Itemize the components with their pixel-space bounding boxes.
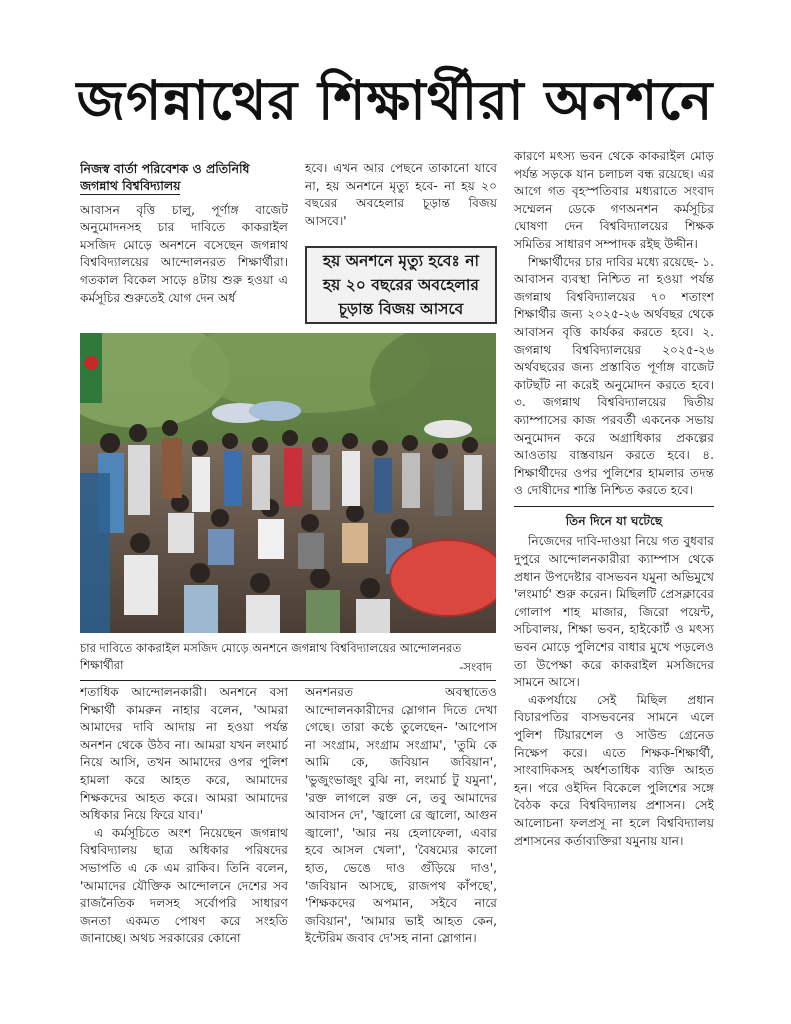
photo-caption <box>80 640 496 676</box>
col3-paragraph-1: কারণে মৎস্য ভবন থেকে কাকরাইল মোড় পর্যন্ত সড়কে যান চলাচল বন্ধ রয়েছে। এর আগে গত বৃহস্পতিবার মধ্যরাতে সংবাদ সম্মেলন ডেকে গণঅনশন কর্মসূচির ঘোষণা দেন বিশ্ববিদ্যালয়ের শিক্ষক সমিতির সাধারণ সম্পাদক রইছ উদ্দীন। <box>514 149 714 251</box>
col3-paragraph-2: শিক্ষার্থীদের চার দাবির মধ্যে রয়েছে- ১. আবাসন ব্যবস্থা নিশ্চিত না হওয়া পর্যন্ত জগন্নাথ বিশ্ববিদ্যালয়ের ৭০ শতাংশ শিক্ষার্থীর জন্য ২০২৫-২৬ অর্থবছর থেকে আবাসন বৃত্তি কার্যকর করতে হবে। ২. জগন্নাথ বিশ্ববিদ্যালয়ের ২০২৫-২৬ অর্থবছরের জন্য প্রস্তাবিত পূর্ণাঙ্গ বাজেট কাটছাঁট না করেই অনুমোদন করতে হবে। ৩. জগন্নাথ বিশ্ববিদ্যালয়ের দ্বিতীয় ক্যাম্পাসের কাজ পরবর্তী একনেক সভায় অনুমোদন করে অগ্রাধিকার প্রকল্পের আওতায় বাস্তবায়ন করতে হবে। ৪. শিক্ষার্থীদের ওপর পুলিশের হামলার তদন্ত ও দোষীদের শাস্তি নিশ্চিত করতে হবে। <box>514 254 714 498</box>
byline <box>80 160 288 202</box>
byline-line-2: জগন্নাথ বিশ্ববিদ্যালয় <box>80 178 181 193</box>
photo-credit: -সংবাদ <box>459 660 492 674</box>
intro-paragraph: আবাসন বৃত্তি চালু, পূর্ণাঙ্গ বাজেট অনুমোদনসহ চার দাবিতে কাকরাইল মসজিদ মোড়ে অনশনে বসেছেন জগন্নাথ বিশ্ববিদ্যালয়ের আন্দোলনরত শিক্ষার্থীরা। গতকাল বিকেল সাড়ে ৪টায় শুরু হওয়া এ কর্মসূচির শুরুতেই যোগ দেন অর্ধ <box>80 202 288 305</box>
section-subhead: তিন দিনে যা ঘটেছে <box>565 513 663 528</box>
col1-paragraph-1: শতাধিক আন্দোলনকারী। অনশনে বসা শিক্ষার্থী কামরুন নাহার বলেন, 'আমরা আমাদের দাবি আদায় না হওয়া পর্যন্ত অনশন থেকে উঠব না। আমরা যখন লংমার্চ নিয়ে আসি, তখন আমাদের ওপর পুলিশ হামলা করে আহত করে, আমাদের শিক্ষকদের আহত করে। আমরা আমাদের অধিকার নিয়ে ফিরে যাব।' <box>80 685 288 823</box>
caption-text: চার দাবিতে কাকরাইল মসজিদ মোড়ে অনশনে জগন্নাথ বিশ্ববিদ্যালয়ের আন্দোলনরত শিক্ষার্থীরা <box>80 641 462 672</box>
col1-paragraph-2: এ কর্মসূচিতে অংশ নিয়েছেন জগন্নাথ বিশ্ববিদ্যালয় ছাত্র অধিকার পরিষদের সভাপতি এ কে এম রাকিব। তিনি বলেন, 'আমাদের যৌক্তিক আন্দোলনে দেশের সব রাজনৈতিক দলসহ সর্বোপরি সাধারণ জনতা একমত পোষণ করে সংহতি জানাচ্ছে। অথচ সরকারের কোনো <box>80 825 288 946</box>
caption-divider <box>80 680 496 681</box>
news-photo <box>80 333 496 633</box>
col3-paragraph-4: একপর্যায়ে সেই মিছিল প্রধান বিচারপতির বাসভবনের সামনে এলে পুলিশ টিয়ারশেল ও সাউন্ড গ্রেনেড নিক্ষেপ করে। এতে শিক্ষক-শিক্ষার্থী, সাংবাদিকসহ অর্ধশতাধিক ব্যক্তি আহত হন। পরে ওইদিন বিকেলে পুলিশের সঙ্গে বৈঠক করে বিশ্ববিদ্যালয় প্রশাসন। সেই আলোচনা ফলপ্রসূ না হলে বিশ্ববিদ্যালয় প্রশাসনের কর্তাব্যক্তিরা যমুনায় যান। <box>514 692 714 848</box>
section-rule <box>514 506 714 507</box>
col3-paragraph-3: নিজেদের দাবি-দাওয়া নিয়ে গত বুধবার দুপুরে আন্দোলনকারীরা ক্যাম্পাস থেকে প্রধান উপদেষ্টার বাসভবন যমুনা অভিমুখে 'লংমার্চ' শুরু করেন। মিছিলটি প্রেসক্লাবের গোলাপ শাহ মাজার, জিরো পয়েন্ট, সচিবালয়, শিক্ষা ভবন, হাইকোর্ট ও মৎস্য ভবন মোড়ে পুলিশের বাধার মুখে পড়লেও তা উপেক্ষা করে কাকরাইল মসজিদের সামনে আসে। <box>514 534 714 690</box>
protest-crowd-photo <box>80 333 496 633</box>
column-1-top <box>80 160 288 336</box>
column-2-bottom <box>305 684 497 984</box>
column-2-top <box>305 160 497 232</box>
column-3 <box>514 148 714 986</box>
headline: জগন্নাথের শিক্ষার্থীরা অনশনে <box>76 69 714 132</box>
intro-continuation: হবে। এখন আর পেছনে তাকানো যাবে না, হয় অনশনে মৃত্যু হবে- না হয় ২০ বছরের অবহেলার চূড়ান্ত বিজয় আসবে।' <box>305 161 497 228</box>
pull-quote: হয় অনশনে মৃত্যু হবেঃ না হয় ২০ বছরের অবহেলার চূড়ান্ত বিজয় আসবে <box>305 246 497 324</box>
col2-paragraph: অনশনরত অবস্থাতেও আন্দোলনকারীদের স্লোগান দিতে দেখা গেছে। তারা কণ্ঠে তুলেছেন- 'আপোস না সংগ্রাম, সংগ্রাম সংগ্রাম', 'তুমি কে আমি কে, জবিয়ান জবিয়ান', 'ভুজুংভাজুং বুঝি না, লংমার্চ টু যমুনা', 'রক্ত লাগলে রক্ত নে, তবু আমাদের আবাসন দে', 'জ্বালো রে জ্বালো, আগুন জ্বালো', 'আর নয় হেলাফেলা, এবার হবে আসল খেলা', 'বৈষম্যের কালো হাত, ভেঙে দাও গুঁড়িয়ে দাও', 'জবিয়ান আসছে, রাজপথ কাঁপছে', 'শিক্ষকদের অপমান, সইবে নারে জবিয়ান', 'আমার ভাই আহত কেন, ইন্টেরিম জবাব দে'সহ নানা স্লোগান। <box>305 685 497 946</box>
byline-line-1: নিজস্ব বার্তা পরিবেশক ও প্রতিনিধি <box>80 161 250 176</box>
column-1-bottom <box>80 684 288 984</box>
